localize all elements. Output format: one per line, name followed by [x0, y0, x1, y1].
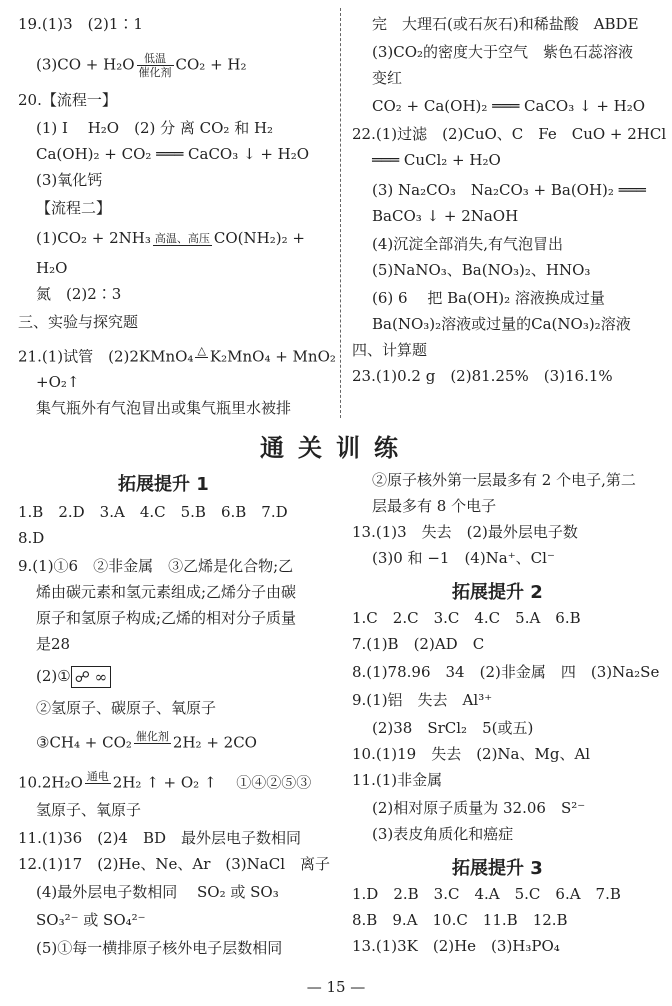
answer-12-line: SO₃²⁻ 或 SO₄²⁻: [36, 911, 146, 929]
answer-21-cont: 完 大理石(或石灰石)和稀盐酸 ABDE: [372, 15, 639, 33]
answer-9-line: 是28: [36, 635, 71, 653]
answers-row: 1.C 2.C 3.C 4.C 5.A 6.B: [352, 609, 581, 627]
answer-22-line: (3) Na₂CO₃ Na₂CO₃ + Ba(OH)₂ ═══: [372, 181, 646, 199]
answer-22-line: BaCO₃ ↓ + 2NaOH: [372, 207, 519, 225]
answer-22-line: (5)NaNO₃、Ba(NO₃)₂、HNO₃: [372, 261, 591, 279]
answer-13: 13.(1)3K (2)He (3)H₃PO₄: [352, 937, 560, 955]
answer-20-line: (3)氧化钙: [36, 171, 103, 189]
answer-20-line: H₂O: [36, 259, 68, 277]
answer-12-line: (5)①每一横排原子核外电子层数相同: [36, 939, 283, 957]
equation-9-3: ③CH₄ + CO₂ 催化剂 2H₂ + 2CO: [36, 730, 257, 752]
answer-9: 9.(1)①6 ②非金属 ③乙烯是化合物;乙: [18, 557, 294, 575]
column-divider: [340, 8, 341, 418]
section-title-1: 拓展提升 1: [118, 474, 209, 495]
answer-12: 12.(1)17 (2)He、Ne、Ar (3)NaCl 离子: [18, 855, 330, 873]
molecule-model-icon: ☍ ∞: [71, 666, 111, 688]
answer-20-line: (1) Ⅰ H₂O (2) 分 离 CO₂ 和 H₂: [36, 119, 274, 137]
equation-10: 10.2H₂O 通电 2H₂ ↑ + O₂ ↑ ①④②⑤③: [18, 770, 312, 792]
answer-21-cont: 变红: [372, 69, 403, 87]
section-banner: 通关训练: [260, 434, 412, 462]
answer-11-line: (2)相对原子质量为 32.06 S²⁻: [372, 799, 586, 817]
answer-12-cont: 层最多有 8 个电子: [372, 497, 497, 515]
answer-22-line: ═══ CuCl₂ + H₂O: [372, 151, 501, 169]
answer-22-line: Ba(NO₃)₂溶液或过量的Ca(NO₃)₂溶液: [372, 315, 631, 333]
answer-11-line: (3)表皮角质化和癌症: [372, 825, 514, 843]
answer-10-line: 氢原子、氧原子: [36, 801, 142, 819]
answer-9-2: (2)① ☍ ∞: [36, 666, 111, 688]
answer-22: 22.(1)过滤 (2)CuO、C Fe CuO + 2HCl: [352, 125, 667, 143]
answers-row: 1.D 2.B 3.C 4.A 5.C 6.A 7.B: [352, 885, 621, 903]
section-title-3: 拓展提升 3: [452, 858, 543, 879]
answer-12-line: (4)最外层电子数相同 SO₂ 或 SO₃: [36, 883, 279, 901]
answers-row: 8.B 9.A 10.C 11.B 12.B: [352, 911, 568, 929]
equation-20: (1)CO₂ + 2NH₃ 高温、高压 CO(NH₂)₂ +: [36, 229, 305, 247]
answer-22-line: (6) 6 把 Ba(OH)₂ 溶液换成过量: [372, 289, 605, 307]
answer-23: 23.(1)0.2 g (2)81.25% (3)16.1%: [352, 367, 613, 385]
answer-9: 9.(1)铝 失去 Al³⁺: [352, 691, 493, 709]
answer-9-line: 原子和氢原子构成;乙烯的相对分子质量: [36, 609, 297, 627]
answer-11: 11.(1)36 (2)4 BD 最外层电子数相同: [18, 829, 302, 847]
answer-22-line: (4)沉淀全部消失,有气泡冒出: [372, 235, 564, 253]
answer-9-line: (2)38 SrCl₂ 5(或五): [372, 719, 534, 737]
answer-8: 8.(1)78.96 34 (2)非金属 四 (3)Na₂Se: [352, 663, 660, 681]
answer-21-cont: CO₂ + Ca(OH)₂ ═══ CaCO₃ ↓ + H₂O: [372, 97, 646, 115]
answer-12-cont: ②原子核外第一层最多有 2 个电子,第二: [372, 471, 636, 489]
section-title-2: 拓展提升 2: [452, 582, 543, 603]
answer-21-line: 集气瓶外有气泡冒出或集气瓶里水被排: [36, 399, 292, 417]
equation-21-cont: +O₂↑: [36, 373, 80, 391]
page-number: — 15 —: [306, 978, 366, 996]
answer-10: 10.(1)19 失去 (2)Na、Mg、Al: [352, 745, 591, 763]
answer-21-cont: (3)CO₂的密度大于空气 紫色石蕊溶液: [372, 43, 634, 61]
answer-20-heading: 20.【流程一】: [18, 91, 117, 109]
equation-21: 21.(1)试管 (2)2KMnO₄ △ K₂MnO₄ + MnO₂: [18, 344, 336, 366]
answers-row: 1.B 2.D 3.A 4.C 5.B 6.B 7.D: [18, 503, 288, 521]
section-calculation: 四、计算题: [352, 341, 428, 359]
section-experiment: 三、实验与探究题: [18, 313, 139, 331]
answer-13: 13.(1)3 失去 (2)最外层电子数: [352, 523, 578, 541]
answer-9-line: ②氢原子、碳原子、氧原子: [36, 699, 217, 717]
answer-11: 11.(1)非金属: [352, 771, 443, 789]
answer-9-line: 烯由碳元素和氢元素组成;乙烯分子由碳: [36, 583, 297, 601]
equation-19-3: (3)CO + H₂O $\frac{\text{低温}}{\text{催化剂}}$ CO₂ + H₂: [36, 52, 247, 79]
answer-7: 7.(1)B (2)AD C: [352, 635, 485, 653]
answer-13-line: (3)0 和 −1 (4)Na⁺、Cl⁻: [372, 549, 555, 567]
answer-20-line: Ca(OH)₂ + CO₂ ═══ CaCO₃ ↓ + H₂O: [36, 145, 310, 163]
answer-20-line: 氮 (2)2∶3: [36, 285, 122, 303]
answer-19: 19.(1)3 (2)1∶1: [18, 15, 143, 33]
answer-20-heading2: 【流程二】: [36, 199, 112, 217]
answers-row: 8.D: [18, 529, 45, 547]
